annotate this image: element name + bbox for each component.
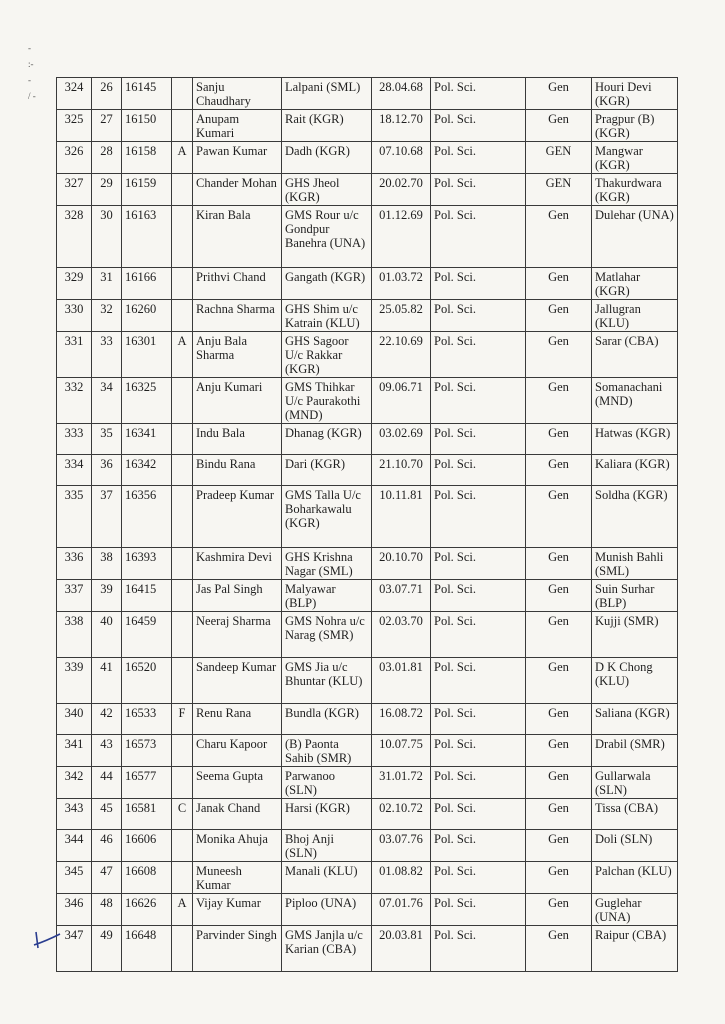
date-of-birth-cell: 03.07.71 [372, 580, 431, 612]
table-row [57, 332, 678, 378]
row-no-cell: 31 [92, 268, 122, 300]
school-name-cell: Parwanoo (SLN) [282, 767, 372, 799]
flag-letter-cell [172, 548, 193, 580]
serial-no-cell: 336 [57, 548, 92, 580]
flag-letter-cell [172, 767, 193, 799]
school-name-cell: Gangath (KGR) [282, 268, 372, 300]
category-cell: Gen [526, 767, 592, 799]
home-place-cell: Guglehar (UNA) [592, 894, 678, 926]
category-cell: Gen [526, 486, 592, 548]
category-cell: Gen [526, 332, 592, 378]
table-row [57, 548, 678, 580]
margin-marks [28, 40, 36, 104]
table-row [57, 799, 678, 830]
row-no-cell: 36 [92, 455, 122, 486]
flag-letter-cell [172, 268, 193, 300]
category-cell: Gen [526, 78, 592, 110]
school-name-cell: Piploo (UNA) [282, 894, 372, 926]
table-row [57, 926, 678, 972]
school-name-cell: Dhanag (KGR) [282, 424, 372, 455]
row-no-cell: 41 [92, 658, 122, 704]
date-of-birth-cell: 28.04.68 [372, 78, 431, 110]
employee-code-cell: 16163 [122, 206, 172, 268]
date-of-birth-cell: 07.01.76 [372, 894, 431, 926]
flag-letter-cell: C [172, 799, 193, 830]
employee-code-cell: 16301 [122, 332, 172, 378]
subject-cell: Pol. Sci. [431, 142, 526, 174]
home-place-cell: Thakurdwara (KGR) [592, 174, 678, 206]
home-place-cell: Suin Surhar (BLP) [592, 580, 678, 612]
home-place-cell: Mangwar (KGR) [592, 142, 678, 174]
table-row [57, 142, 678, 174]
home-place-cell: Kaliara (KGR) [592, 455, 678, 486]
subject-cell: Pol. Sci. [431, 455, 526, 486]
category-cell: Gen [526, 704, 592, 735]
subject-cell: Pol. Sci. [431, 486, 526, 548]
date-of-birth-cell: 01.08.82 [372, 862, 431, 894]
table-row [57, 862, 678, 894]
serial-no-cell: 330 [57, 300, 92, 332]
category-cell: Gen [526, 658, 592, 704]
table-row [57, 268, 678, 300]
date-of-birth-cell: 22.10.69 [372, 332, 431, 378]
flag-letter-cell: A [172, 332, 193, 378]
subject-cell: Pol. Sci. [431, 735, 526, 767]
date-of-birth-cell: 10.11.81 [372, 486, 431, 548]
serial-no-cell: 339 [57, 658, 92, 704]
category-cell: Gen [526, 378, 592, 424]
category-cell: Gen [526, 799, 592, 830]
home-place-cell: Saliana (KGR) [592, 704, 678, 735]
subject-cell: Pol. Sci. [431, 862, 526, 894]
teacher-name-cell: Vijay Kumar [193, 894, 282, 926]
employee-code-cell: 16520 [122, 658, 172, 704]
serial-no-cell: 343 [57, 799, 92, 830]
margin-mark: - [28, 75, 31, 85]
employee-code-cell: 16533 [122, 704, 172, 735]
subject-cell: Pol. Sci. [431, 658, 526, 704]
flag-letter-cell [172, 300, 193, 332]
subject-cell: Pol. Sci. [431, 830, 526, 862]
serial-no-cell: 334 [57, 455, 92, 486]
employee-code-cell: 16606 [122, 830, 172, 862]
date-of-birth-cell: 03.07.76 [372, 830, 431, 862]
date-of-birth-cell: 02.10.72 [372, 799, 431, 830]
teacher-name-cell: Charu Kapoor [193, 735, 282, 767]
teacher-name-cell: Muneesh Kumar [193, 862, 282, 894]
subject-cell: Pol. Sci. [431, 206, 526, 268]
flag-letter-cell [172, 110, 193, 142]
home-place-cell: Somanachani (MND) [592, 378, 678, 424]
table-row [57, 378, 678, 424]
flag-letter-cell [172, 206, 193, 268]
teacher-name-cell: Prithvi Chand [193, 268, 282, 300]
row-no-cell: 37 [92, 486, 122, 548]
employee-code-cell: 16608 [122, 862, 172, 894]
row-no-cell: 35 [92, 424, 122, 455]
flag-letter-cell: A [172, 894, 193, 926]
school-name-cell: GHS Jheol (KGR) [282, 174, 372, 206]
teacher-name-cell: Pawan Kumar [193, 142, 282, 174]
school-name-cell: GMS Thihkar U/c Paurakothi (MND) [282, 378, 372, 424]
table-row [57, 735, 678, 767]
table-row [57, 174, 678, 206]
serial-no-cell: 347 [57, 926, 92, 972]
teacher-name-cell: Kiran Bala [193, 206, 282, 268]
school-name-cell: GHS Sagoor U/c Rakkar (KGR) [282, 332, 372, 378]
serial-no-cell: 324 [57, 78, 92, 110]
flag-letter-cell [172, 580, 193, 612]
margin-mark: - [28, 43, 31, 53]
teacher-name-cell: Kashmira Devi [193, 548, 282, 580]
category-cell: Gen [526, 206, 592, 268]
teacher-name-cell: Janak Chand [193, 799, 282, 830]
employee-code-cell: 16577 [122, 767, 172, 799]
serial-no-cell: 346 [57, 894, 92, 926]
teacher-name-cell: Parvinder Singh [193, 926, 282, 972]
date-of-birth-cell: 07.10.68 [372, 142, 431, 174]
category-cell: Gen [526, 424, 592, 455]
category-cell: Gen [526, 455, 592, 486]
flag-letter-cell: A [172, 142, 193, 174]
employee-code-cell: 16341 [122, 424, 172, 455]
home-place-cell: Munish Bahli (SML) [592, 548, 678, 580]
home-place-cell: Doli (SLN) [592, 830, 678, 862]
employee-code-cell: 16159 [122, 174, 172, 206]
serial-no-cell: 341 [57, 735, 92, 767]
employee-code-cell: 16648 [122, 926, 172, 972]
subject-cell: Pol. Sci. [431, 424, 526, 455]
date-of-birth-cell: 20.10.70 [372, 548, 431, 580]
date-of-birth-cell: 01.03.72 [372, 268, 431, 300]
row-no-cell: 48 [92, 894, 122, 926]
date-of-birth-cell: 31.01.72 [372, 767, 431, 799]
serial-no-cell: 337 [57, 580, 92, 612]
row-no-cell: 39 [92, 580, 122, 612]
teacher-name-cell: Neeraj Sharma [193, 612, 282, 658]
row-no-cell: 33 [92, 332, 122, 378]
home-place-cell: Kujji (SMR) [592, 612, 678, 658]
row-no-cell: 42 [92, 704, 122, 735]
category-cell: Gen [526, 612, 592, 658]
table-row [57, 300, 678, 332]
category-cell: Gen [526, 300, 592, 332]
subject-cell: Pol. Sci. [431, 580, 526, 612]
serial-no-cell: 326 [57, 142, 92, 174]
table-row [57, 580, 678, 612]
employee-code-cell: 16626 [122, 894, 172, 926]
school-name-cell: Rait (KGR) [282, 110, 372, 142]
flag-letter-cell [172, 455, 193, 486]
serial-no-cell: 327 [57, 174, 92, 206]
home-place-cell: Palchan (KLU) [592, 862, 678, 894]
row-no-cell: 47 [92, 862, 122, 894]
employee-code-cell: 16459 [122, 612, 172, 658]
employee-code-cell: 16393 [122, 548, 172, 580]
teacher-name-cell: Monika Ahuja [193, 830, 282, 862]
subject-cell: Pol. Sci. [431, 268, 526, 300]
date-of-birth-cell: 03.01.81 [372, 658, 431, 704]
serial-no-cell: 344 [57, 830, 92, 862]
margin-mark: :- [28, 59, 34, 69]
flag-letter-cell [172, 424, 193, 455]
flag-letter-cell [172, 926, 193, 972]
row-no-cell: 40 [92, 612, 122, 658]
date-of-birth-cell: 21.10.70 [372, 455, 431, 486]
home-place-cell: Jallugran (KLU) [592, 300, 678, 332]
margin-mark: / - [28, 91, 36, 101]
home-place-cell: Dulehar (UNA) [592, 206, 678, 268]
school-name-cell: Malyawar (BLP) [282, 580, 372, 612]
row-no-cell: 34 [92, 378, 122, 424]
serial-no-cell: 329 [57, 268, 92, 300]
school-name-cell: GMS Janjla u/c Karian (CBA) [282, 926, 372, 972]
subject-cell: Pol. Sci. [431, 78, 526, 110]
date-of-birth-cell: 09.06.71 [372, 378, 431, 424]
serial-no-cell: 338 [57, 612, 92, 658]
category-cell: Gen [526, 894, 592, 926]
date-of-birth-cell: 02.03.70 [372, 612, 431, 658]
date-of-birth-cell: 25.05.82 [372, 300, 431, 332]
employee-code-cell: 16145 [122, 78, 172, 110]
home-place-cell: Raipur (CBA) [592, 926, 678, 972]
school-name-cell: (B) Paonta Sahib (SMR) [282, 735, 372, 767]
table-row [57, 612, 678, 658]
date-of-birth-cell: 10.07.75 [372, 735, 431, 767]
flag-letter-cell [172, 174, 193, 206]
school-name-cell: Dari (KGR) [282, 455, 372, 486]
table-row [57, 78, 678, 110]
category-cell: GEN [526, 142, 592, 174]
home-place-cell: Soldha (KGR) [592, 486, 678, 548]
row-no-cell: 28 [92, 142, 122, 174]
serial-no-cell: 345 [57, 862, 92, 894]
subject-cell: Pol. Sci. [431, 378, 526, 424]
category-cell: Gen [526, 926, 592, 972]
subject-cell: Pol. Sci. [431, 799, 526, 830]
subject-cell: Pol. Sci. [431, 612, 526, 658]
date-of-birth-cell: 03.02.69 [372, 424, 431, 455]
subject-cell: Pol. Sci. [431, 332, 526, 378]
employee-code-cell: 16342 [122, 455, 172, 486]
home-place-cell: Matlahar (KGR) [592, 268, 678, 300]
teacher-name-cell: Renu Rana [193, 704, 282, 735]
employee-code-cell: 16573 [122, 735, 172, 767]
category-cell: Gen [526, 548, 592, 580]
row-no-cell: 43 [92, 735, 122, 767]
serial-no-cell: 331 [57, 332, 92, 378]
employee-code-cell: 16158 [122, 142, 172, 174]
category-cell: Gen [526, 735, 592, 767]
subject-cell: Pol. Sci. [431, 767, 526, 799]
home-place-cell: D K Chong (KLU) [592, 658, 678, 704]
serial-no-cell: 332 [57, 378, 92, 424]
flag-letter-cell [172, 378, 193, 424]
home-place-cell: Tissa (CBA) [592, 799, 678, 830]
home-place-cell: Pragpur (B) (KGR) [592, 110, 678, 142]
school-name-cell: Lalpani (SML) [282, 78, 372, 110]
school-name-cell: Bundla (KGR) [282, 704, 372, 735]
school-name-cell: GMS Rour u/c Gondpur Banehra (UNA) [282, 206, 372, 268]
home-place-cell: Hatwas (KGR) [592, 424, 678, 455]
date-of-birth-cell: 20.03.81 [372, 926, 431, 972]
flag-letter-cell [172, 658, 193, 704]
subject-cell: Pol. Sci. [431, 110, 526, 142]
teacher-name-cell: Pradeep Kumar [193, 486, 282, 548]
teacher-name-cell: Seema Gupta [193, 767, 282, 799]
school-name-cell: GHS Shim u/c Katrain (KLU) [282, 300, 372, 332]
flag-letter-cell [172, 78, 193, 110]
employee-code-cell: 16356 [122, 486, 172, 548]
row-no-cell: 29 [92, 174, 122, 206]
table-row [57, 658, 678, 704]
flag-letter-cell [172, 735, 193, 767]
school-name-cell: GHS Krishna Nagar (SML) [282, 548, 372, 580]
row-no-cell: 30 [92, 206, 122, 268]
table-row [57, 486, 678, 548]
category-cell: GEN [526, 174, 592, 206]
row-no-cell: 32 [92, 300, 122, 332]
category-cell: Gen [526, 580, 592, 612]
school-name-cell: GMS Nohra u/c Narag (SMR) [282, 612, 372, 658]
row-no-cell: 26 [92, 78, 122, 110]
subject-cell: Pol. Sci. [431, 548, 526, 580]
home-place-cell: Sarar (CBA) [592, 332, 678, 378]
table-row [57, 894, 678, 926]
table-row [57, 206, 678, 268]
teacher-name-cell: Indu Bala [193, 424, 282, 455]
signature-mark [30, 928, 64, 950]
employee-code-cell: 16150 [122, 110, 172, 142]
school-name-cell: Dadh (KGR) [282, 142, 372, 174]
employee-code-cell: 16260 [122, 300, 172, 332]
row-no-cell: 44 [92, 767, 122, 799]
school-name-cell: GMS Talla U/c Boharkawalu (KGR) [282, 486, 372, 548]
table-body [57, 78, 678, 972]
row-no-cell: 45 [92, 799, 122, 830]
school-name-cell: Bhoj Anji (SLN) [282, 830, 372, 862]
category-cell: Gen [526, 110, 592, 142]
flag-letter-cell [172, 830, 193, 862]
teacher-name-cell: Bindu Rana [193, 455, 282, 486]
subject-cell: Pol. Sci. [431, 894, 526, 926]
teacher-name-cell: Sandeep Kumar [193, 658, 282, 704]
teacher-name-cell: Rachna Sharma [193, 300, 282, 332]
category-cell: Gen [526, 830, 592, 862]
serial-no-cell: 340 [57, 704, 92, 735]
serial-no-cell: 335 [57, 486, 92, 548]
teacher-name-cell: Jas Pal Singh [193, 580, 282, 612]
table-row [57, 830, 678, 862]
teacher-name-cell: Anupam Kumari [193, 110, 282, 142]
subject-cell: Pol. Sci. [431, 926, 526, 972]
employee-code-cell: 16325 [122, 378, 172, 424]
teacher-name-cell: Chander Mohan [193, 174, 282, 206]
serial-no-cell: 328 [57, 206, 92, 268]
subject-cell: Pol. Sci. [431, 704, 526, 735]
teacher-name-cell: Anju Kumari [193, 378, 282, 424]
home-place-cell: Gullarwala (SLN) [592, 767, 678, 799]
table-row [57, 424, 678, 455]
school-name-cell: Manali (KLU) [282, 862, 372, 894]
school-name-cell: GMS Jia u/c Bhuntar (KLU) [282, 658, 372, 704]
employee-code-cell: 16415 [122, 580, 172, 612]
seniority-table [56, 77, 678, 972]
employee-code-cell: 16166 [122, 268, 172, 300]
row-no-cell: 46 [92, 830, 122, 862]
row-no-cell: 27 [92, 110, 122, 142]
serial-no-cell: 325 [57, 110, 92, 142]
table-row [57, 110, 678, 142]
table-row [57, 455, 678, 486]
category-cell: Gen [526, 268, 592, 300]
teacher-name-cell: Sanju Chaudhary [193, 78, 282, 110]
row-no-cell: 49 [92, 926, 122, 972]
flag-letter-cell [172, 612, 193, 658]
row-no-cell: 38 [92, 548, 122, 580]
table-row [57, 704, 678, 735]
home-place-cell: Houri Devi (KGR) [592, 78, 678, 110]
table-row [57, 767, 678, 799]
date-of-birth-cell: 18.12.70 [372, 110, 431, 142]
category-cell: Gen [526, 862, 592, 894]
date-of-birth-cell: 01.12.69 [372, 206, 431, 268]
subject-cell: Pol. Sci. [431, 300, 526, 332]
home-place-cell: Drabil (SMR) [592, 735, 678, 767]
serial-no-cell: 333 [57, 424, 92, 455]
flag-letter-cell [172, 486, 193, 548]
school-name-cell: Harsi (KGR) [282, 799, 372, 830]
date-of-birth-cell: 16.08.72 [372, 704, 431, 735]
date-of-birth-cell: 20.02.70 [372, 174, 431, 206]
flag-letter-cell [172, 862, 193, 894]
serial-no-cell: 342 [57, 767, 92, 799]
employee-code-cell: 16581 [122, 799, 172, 830]
flag-letter-cell: F [172, 704, 193, 735]
subject-cell: Pol. Sci. [431, 174, 526, 206]
teacher-name-cell: Anju Bala Sharma [193, 332, 282, 378]
